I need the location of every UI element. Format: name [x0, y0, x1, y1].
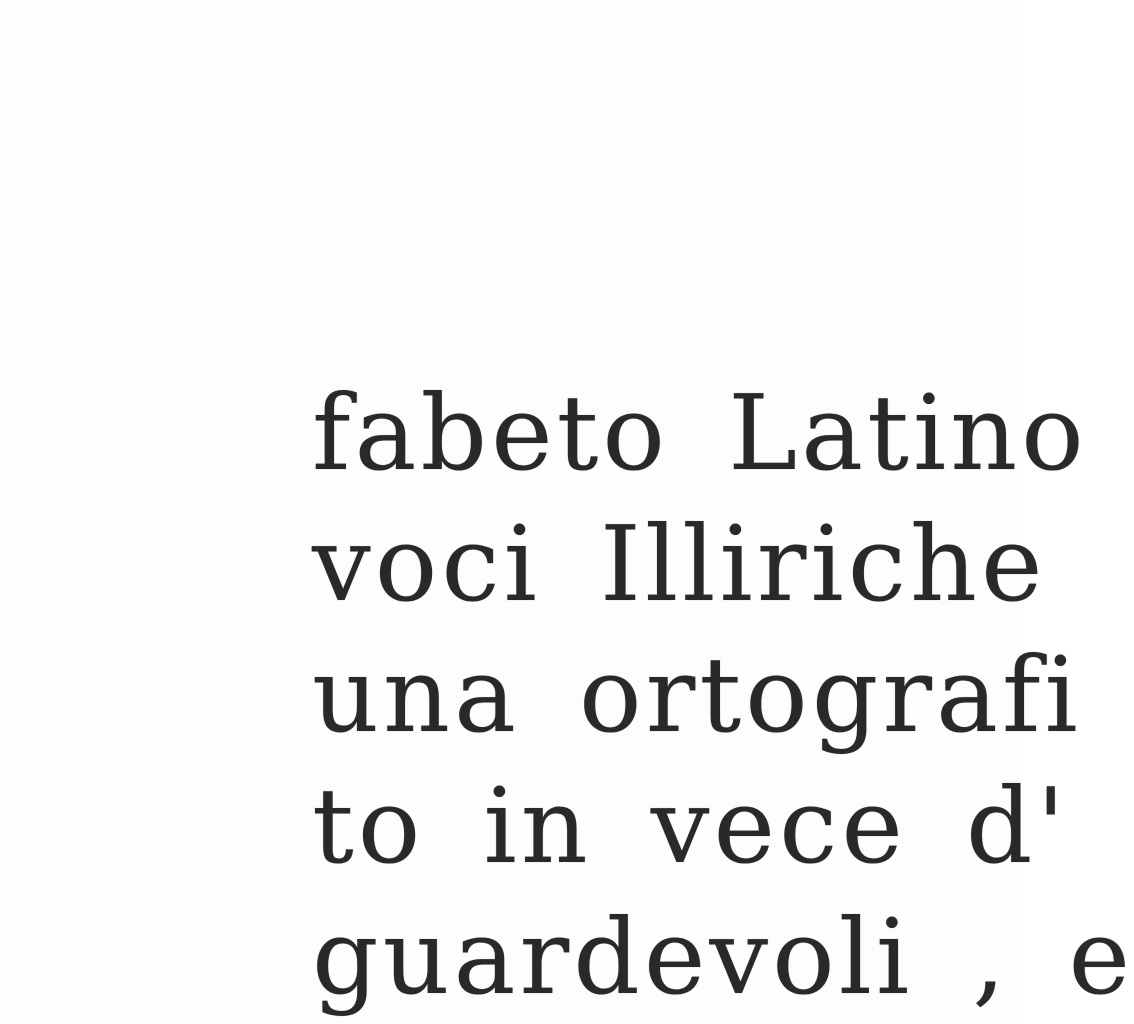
text-line-5: guardevoli , e [312, 896, 1134, 1018]
text-line-1: fabeto Latino [312, 372, 1088, 494]
text-line-4: to in vece d' [312, 765, 1070, 887]
text-block [312, 368, 1134, 1023]
text-line-2: voci Illiriche [312, 503, 1047, 625]
text-line-3: una ortografi [312, 634, 1082, 756]
